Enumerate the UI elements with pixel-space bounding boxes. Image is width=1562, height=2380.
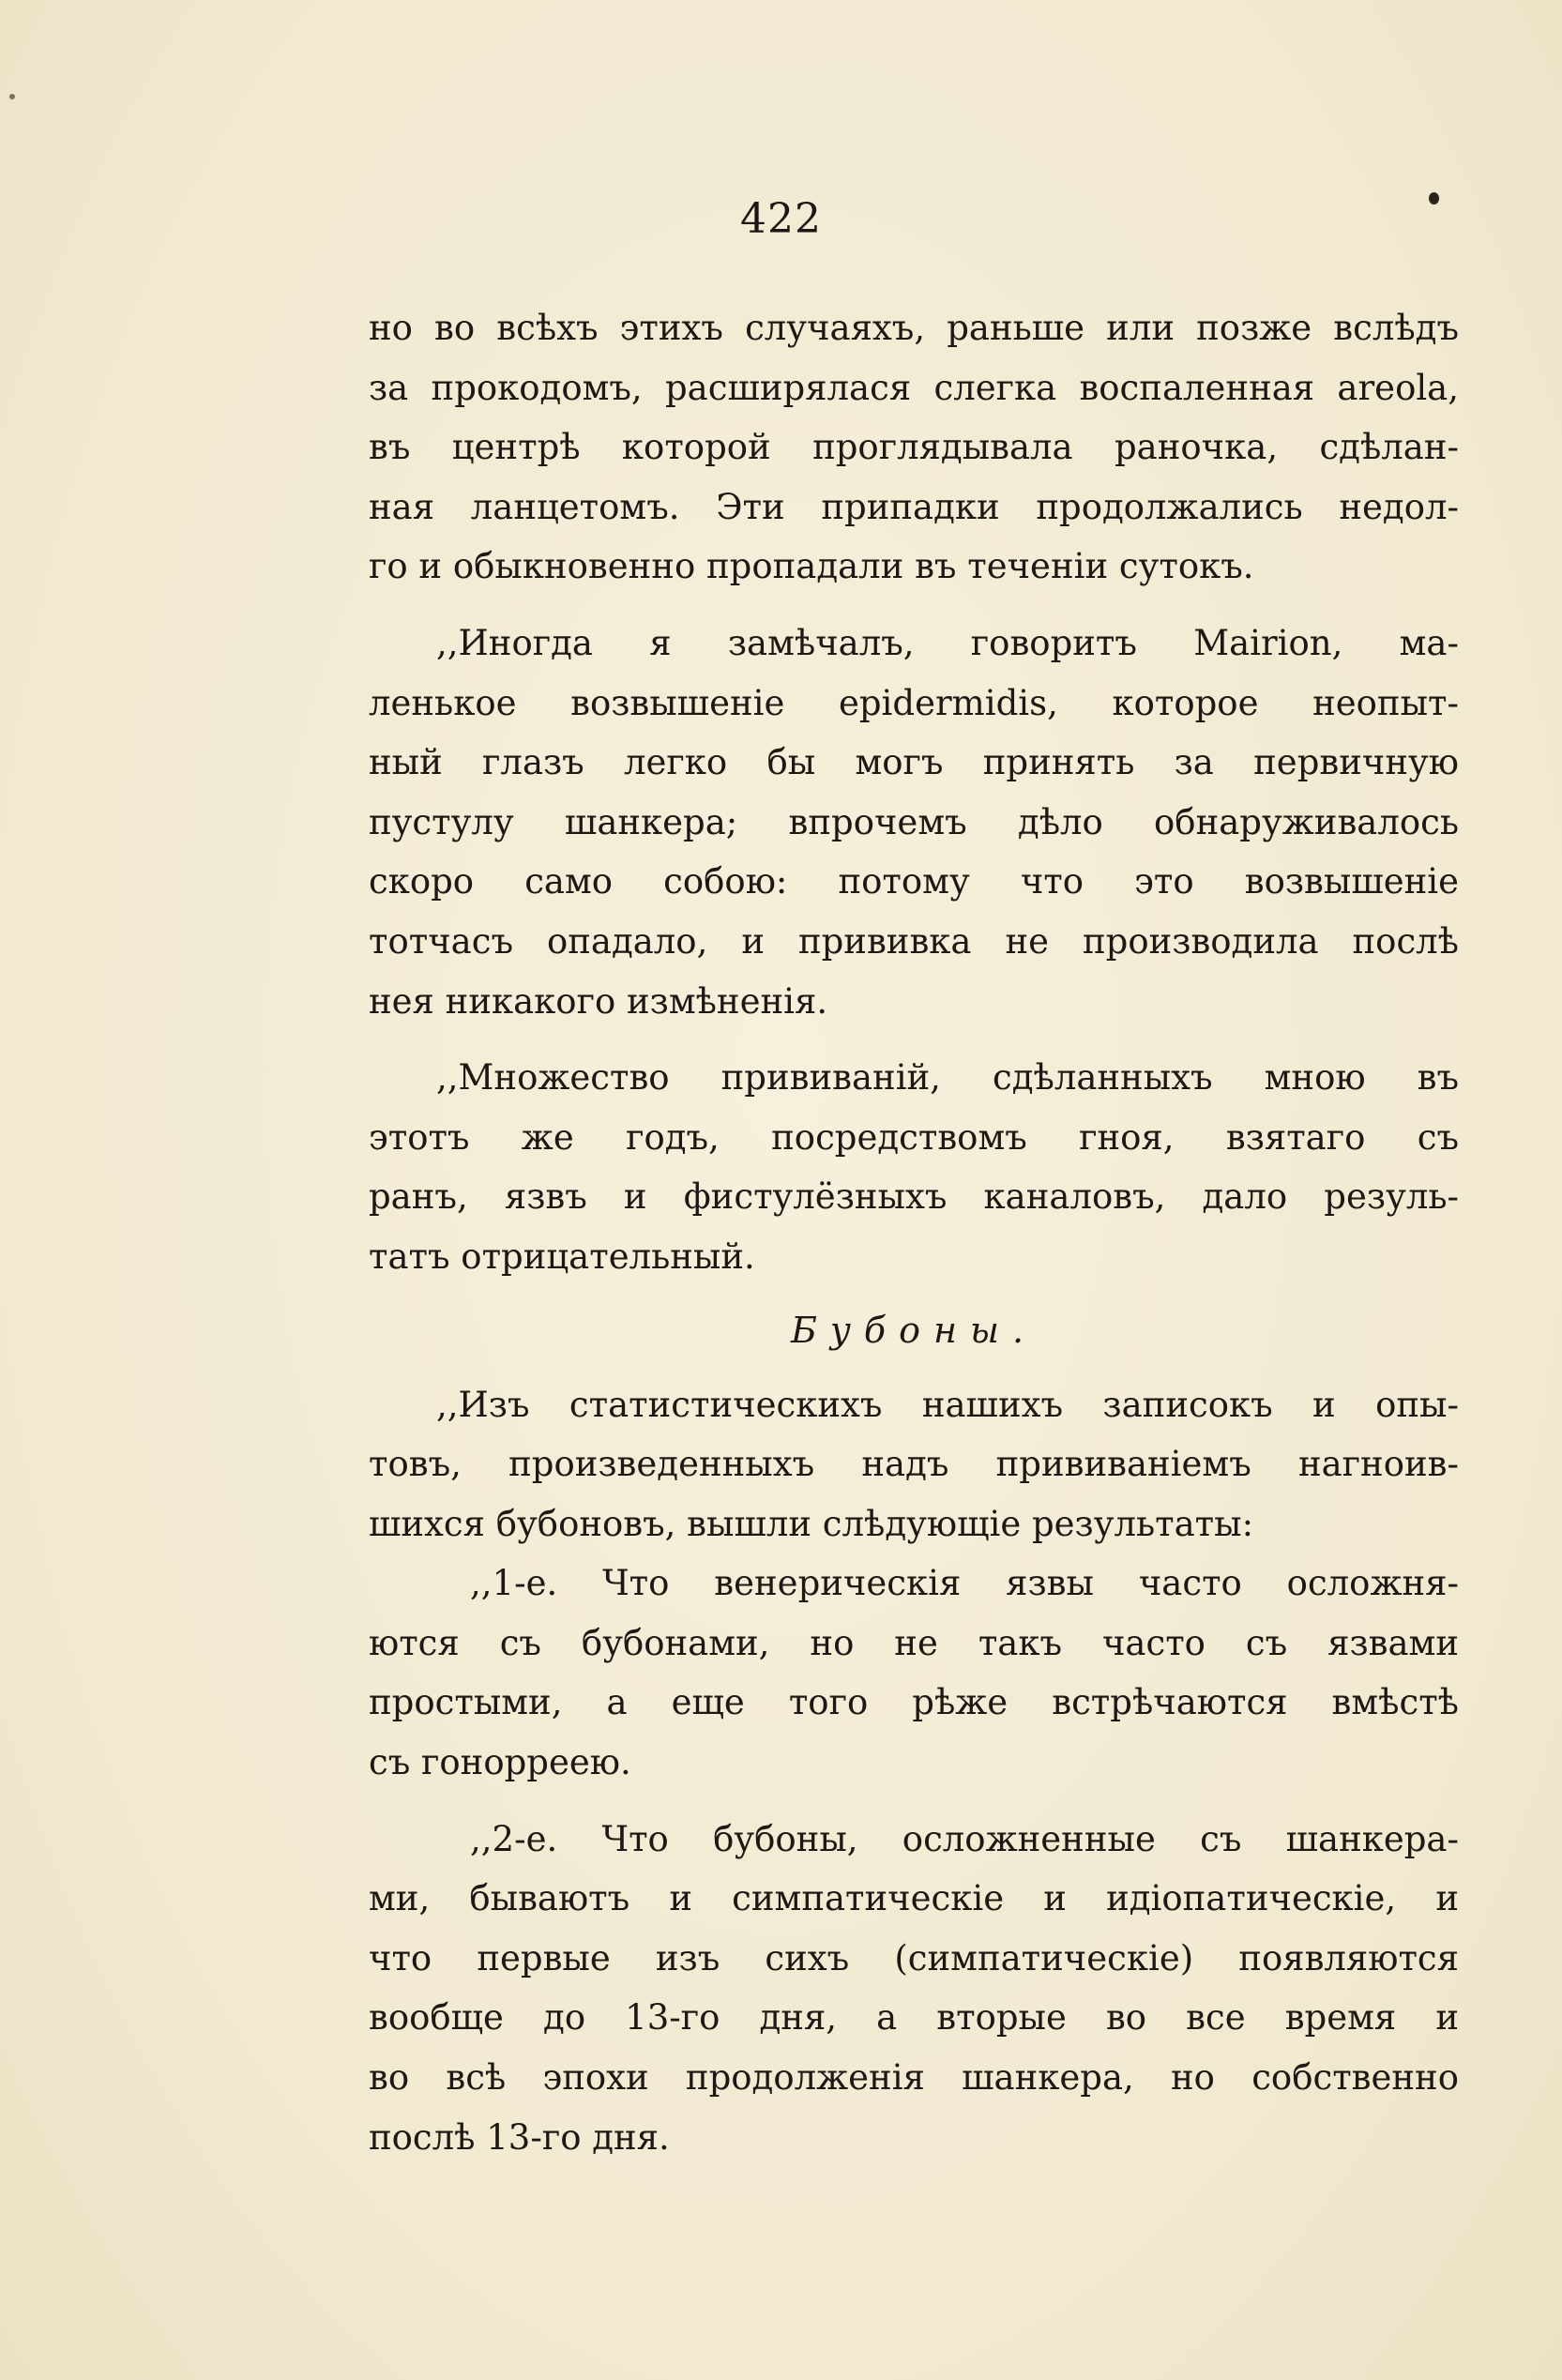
text-line: за прокодомъ, расширялася слегка воспаленная areola, [369,367,1459,408]
text-line: го и обыкновенно пропадали въ теченіи сутокъ. [369,546,1254,587]
section-heading: Бубоны. [790,1309,1038,1351]
text-line: пустулу шанкера; впрочемъ дѣло обнаруживалось [369,801,1459,842]
paragraph-5 [369,1554,1459,1792]
text-line: вообще до 13-го дня, а вторые во все время и [369,1997,1459,2039]
text-line: ранъ, язвъ и фистулёзныхъ каналовъ, дало резуль- [369,1176,1459,1218]
text-line: но во всѣхъ этихъ случаяхъ, раньше или позже вслѣдъ [369,308,1459,348]
text-line: тотчасъ опадало, и прививка не производила послѣ [369,920,1459,962]
text-line: этотъ же годъ, посредствомъ гноя, взятаго съ [369,1116,1459,1158]
paragraph-2 [369,614,1459,1031]
ink-speck [1429,192,1439,205]
paragraph-gap [369,1793,1459,1810]
text-line: нея никакого измѣненія. [369,980,828,1022]
text-line: ются съ бубонами, но не такъ часто съ язвами [369,1622,1459,1663]
text-line: товъ, произведенныхъ надъ прививаніемъ нагноив- [369,1444,1459,1485]
text-line: скоро само собою: потому что это возвышеніе [369,861,1459,902]
text-line: что первые изъ сихъ (симпатическіе) появляются [369,1937,1459,1978]
paragraph-6 [369,1810,1459,2168]
text-line: шихся бубоновъ, вышли слѣдующіе результаты: [369,1503,1254,1544]
body-text [369,298,1459,2167]
paragraph-4 [369,1375,1459,1554]
text-line: ,,Множество прививаній, сдѣланныхъ мною въ [436,1057,1459,1099]
text-line: простыми, а еще того рѣже встрѣчаются вмѣстѣ [369,1682,1459,1723]
paragraph-1 [369,298,1459,597]
page-number: 422 [740,195,822,243]
text-line: въ центрѣ которой проглядывала раночка, сдѣлан- [369,427,1459,468]
text-line: ный глазъ легко бы могъ принять за первичную [369,742,1459,783]
text-line: ,,2-е. Что бубоны, осложненные съ шанкера- [470,1818,1459,1859]
text-line: ,,Иногда я замѣчалъ, говоритъ Mairion, ма- [436,622,1459,663]
text-line: татъ отрицательный. [369,1235,755,1277]
text-line: ми, бываютъ и симпатическіе и идіопатическіе, и [369,1878,1459,1919]
ink-speck [9,94,15,99]
paragraph-3 [369,1048,1459,1286]
text-line: ,,1-е. Что венерическія язвы часто осложня- [470,1563,1459,1604]
paragraph-gap [369,1031,1459,1048]
text-line: ленькое возвышеніе epidermidis, которое неопыт- [369,682,1459,723]
text-line: послѣ 13-го дня. [369,2116,670,2158]
text-line: ,,Изъ статистическихъ нашихъ записокъ и опы- [436,1384,1459,1425]
text-line: ная ланцетомъ. Эти припадки продолжались недол- [369,486,1459,527]
text-line: съ гонорреею. [369,1742,631,1783]
paragraph-gap [369,597,1459,614]
text-line: во всѣ эпохи продолженія шанкера, но собственно [369,2057,1459,2099]
